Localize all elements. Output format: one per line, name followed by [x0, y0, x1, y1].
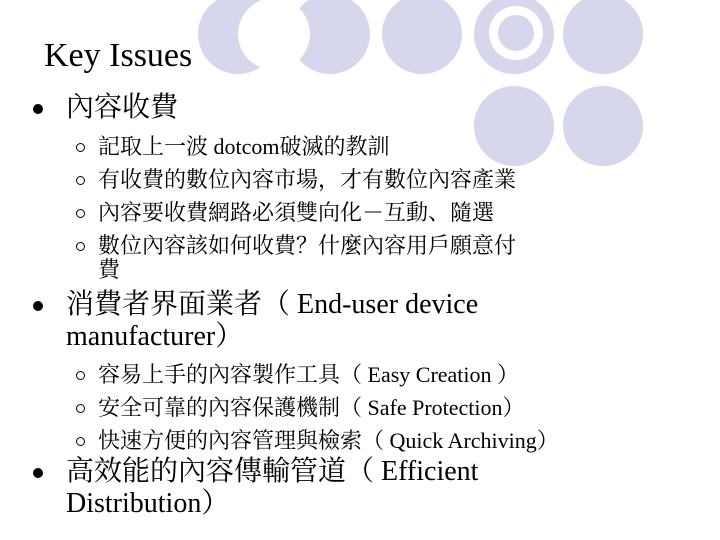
sub-bullet-item-text: 數位內容該如何收費？什麼內容用戶願意付 [98, 233, 517, 258]
bullet-icon [33, 301, 43, 311]
sub-bullet-item-text: 記取上一波 dotcom破滅的教訓 [98, 134, 390, 159]
decor-circle [385, 86, 461, 162]
sub-bullet-icon [76, 143, 85, 152]
bullet-item-text: 內容收費 [66, 92, 179, 123]
bullet-item-text: 消費者界面業者（ End-user device [66, 289, 479, 320]
sub-bullet-item-text: 快速方便的內容管理與檢索（ Quick Archiving） [98, 428, 559, 453]
bullet-icon [33, 104, 43, 114]
slide-title: Key Issues [44, 37, 193, 74]
sub-bullet-item-text: 安全可靠的內容保護機制（ Safe Protection） [98, 395, 525, 420]
decor-circle [382, 0, 462, 74]
sub-bullet-item-text-cont: 費 [98, 257, 121, 282]
sub-bullet-icon [76, 209, 85, 218]
sub-bullet-icon [76, 371, 85, 380]
sub-bullet-icon [76, 404, 85, 413]
decor-circle [563, 86, 643, 166]
sub-bullet-icon [76, 437, 85, 446]
decor-circle [563, 0, 643, 74]
decor-circle [498, 15, 534, 51]
sub-bullet-item-text: 容易上手的內容製作工具（ Easy Creation ） [98, 362, 520, 387]
sub-bullet-icon [76, 242, 85, 251]
decor-circle [474, 86, 554, 166]
sub-bullet-item-text: 有收費的數位內容市場，才有數位內容產業 [98, 167, 517, 192]
sub-bullet-item-text: 內容要收費網路必須雙向化－互動、隨選 [98, 200, 495, 225]
sub-bullet-icon [76, 176, 85, 185]
bullet-item-text: 高效能的內容傳輸管道（ Efficient [66, 456, 479, 487]
bullet-item-text-cont: Distribution） [66, 488, 230, 519]
bullet-icon [33, 468, 43, 478]
bullet-item-text-cont: manufacturer） [66, 321, 244, 352]
decor-circle [238, 0, 310, 70]
